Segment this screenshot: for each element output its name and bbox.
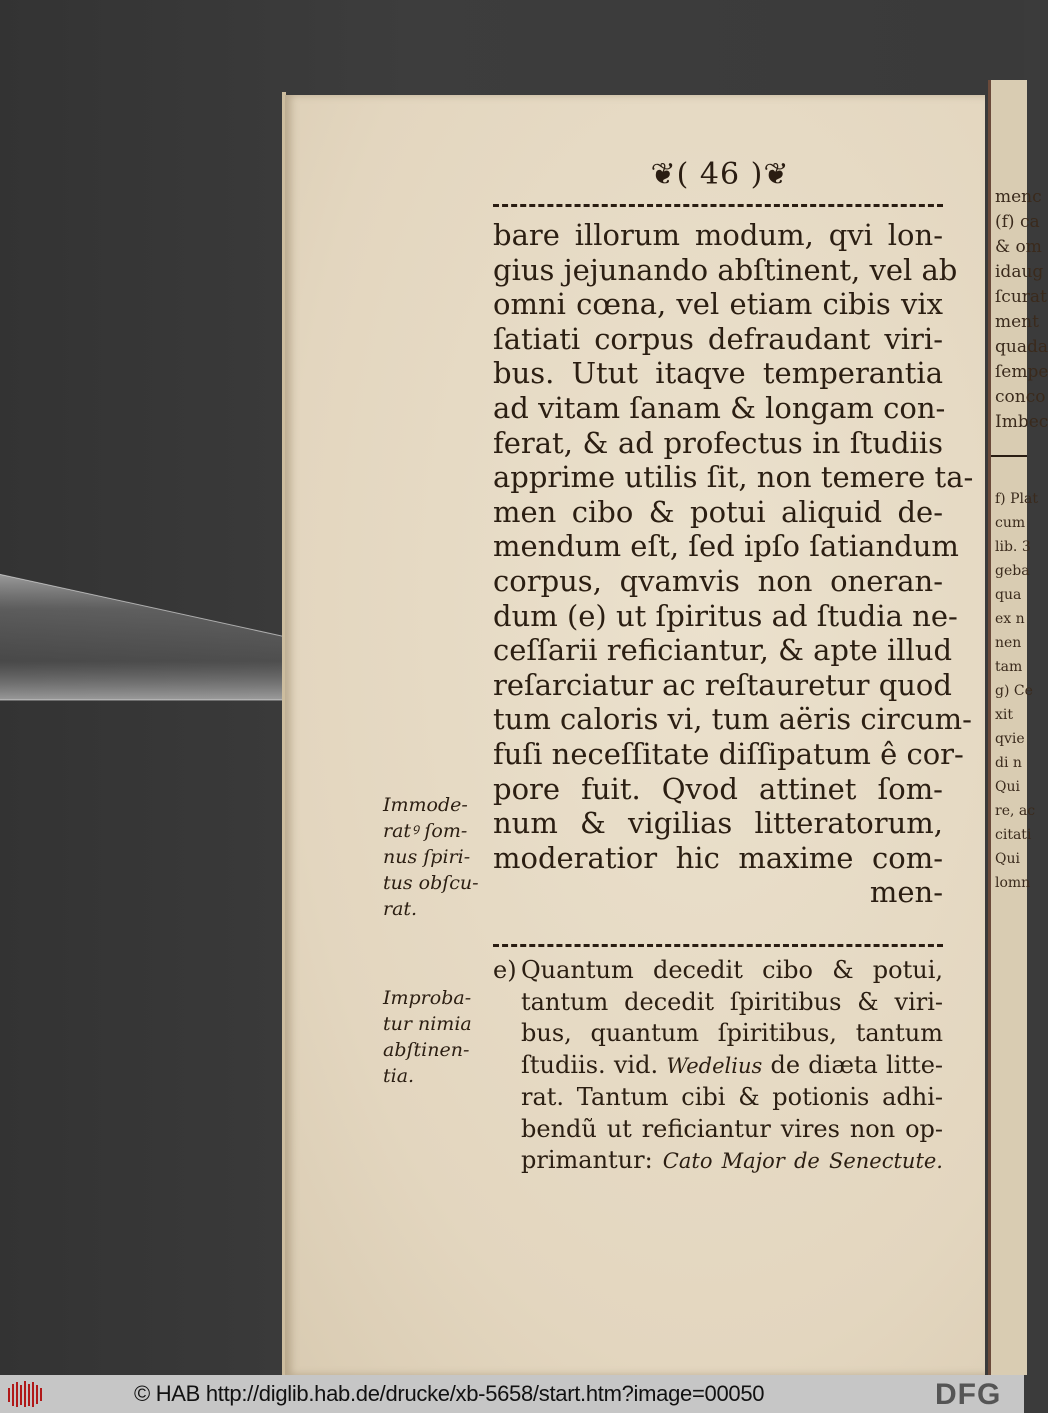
footnote-line (521, 1145, 943, 1178)
facing-page-line: qua (995, 587, 1022, 603)
footnote-marker: e) (493, 956, 517, 984)
body-line: gius jejunando abſtinent, vel ab (493, 252, 958, 287)
author-reference: Wedelius (666, 1053, 763, 1078)
facing-page-line: (f) ca (995, 212, 1040, 232)
facing-page-line: qvie (995, 731, 1025, 747)
facing-page-line: ſcurat (995, 287, 1047, 307)
footnote-text: ſtudiis. vid. (521, 1050, 659, 1079)
facing-page-line: f) Plat (995, 491, 1038, 507)
footnote-rule (493, 944, 943, 947)
source-reference: Cato Major de Senectute. (662, 1149, 943, 1173)
body-line: num & vigilias litteratorum, (493, 806, 943, 841)
facing-page-line: geba (995, 563, 1030, 579)
hab-logo-icon (6, 1380, 46, 1408)
footnote-line: rat. Tantum cibi & potionis adhi- (521, 1083, 943, 1111)
facing-page-line: g) Ce (995, 683, 1033, 699)
body-line: ferat, & ad profectus in ſtudiis (493, 425, 943, 460)
facing-page-line: re, ac (995, 803, 1036, 819)
footnote-line: tantum decedit ſpiritibus & viri- (521, 987, 943, 1016)
facing-page-line: lib. 3 (995, 539, 1031, 555)
footnote-line (521, 1050, 943, 1083)
facing-page-line: lomn (995, 875, 1031, 891)
facing-page-line: Qui (995, 851, 1020, 867)
body-line: dum (e) ut ſpiritus ad ſtudia ne- (493, 598, 958, 633)
facing-page-line: Imbec (995, 412, 1048, 432)
body-line: ad vitam ſanam & longam con- (493, 390, 946, 425)
facing-page-line: conco (995, 387, 1046, 407)
margin-note (383, 985, 491, 1089)
footnote-line: bendũ ut reficiantur vires non op- (521, 1114, 943, 1143)
facing-page-line: Qui (995, 779, 1020, 795)
facing-page-line: menc (995, 187, 1042, 207)
margin-note-line: rat. (383, 898, 418, 920)
body-line: bus. Utut itaqve temperantia (493, 356, 943, 391)
margin-note-line: tus obſcu- (383, 872, 479, 894)
page-number-header: ❦( 46 )❦ (650, 157, 790, 192)
facing-page-line: ex n (995, 611, 1025, 627)
margin-note-line: Immode- (383, 794, 468, 816)
body-line: ſatiati corpus defraudant viri- (493, 321, 943, 356)
body-line: fuſi neceſſitate diſſipatum ê cor- (493, 736, 964, 771)
margin-note-line: tur nimia (383, 1013, 472, 1035)
facing-page-line: xit (995, 707, 1013, 723)
body-line: mendum eſt, ſed ipſo ſatiandum (493, 529, 959, 564)
body-line: bare illorum modum, qvi lon- (493, 218, 943, 252)
facing-page-line: idaug (995, 262, 1044, 282)
facing-page-line: & om (995, 237, 1042, 257)
margin-note-line: tia. (383, 1065, 415, 1087)
facing-page-line: tam (995, 659, 1023, 675)
body-line: pore fuit. Qvod attinet ſom- (493, 771, 943, 806)
facing-page-line: ment (995, 312, 1039, 332)
facing-page-line: di n (995, 755, 1022, 771)
margin-note-line: nus ſpiri- (383, 846, 471, 868)
body-line: apprime utilis ſit, non temere ta- (493, 460, 974, 495)
header-rule (493, 204, 943, 207)
footnote-line: Quantum decedit cibo & potui, (521, 956, 943, 984)
margin-note-line: Improba- (383, 987, 472, 1009)
facing-page-line: quada (995, 337, 1048, 357)
body-line: omni cœna, vel etiam cibis vix (493, 287, 943, 322)
copyright-url[interactable]: © HAB http://diglib.hab.de/drucke/xb-5658/start.htm?image=00050 (134, 1381, 765, 1406)
footer-bar (0, 1375, 1024, 1413)
facing-page-line: citati (995, 827, 1032, 843)
body-text (493, 218, 974, 910)
body-line: men cibo & potui aliquid de- (493, 494, 943, 529)
footnote (493, 955, 943, 1178)
margin-note (383, 792, 491, 922)
body-line: tum caloris vi, tum aëris circum- (493, 702, 972, 737)
dfg-logo: DFG (935, 1378, 1002, 1411)
footnote-text: primantur: (521, 1146, 653, 1174)
facing-page-line: ſempe (995, 362, 1048, 382)
facing-page-line: nen (995, 635, 1022, 651)
footnote-line: bus, quantum ſpiritibus, tantum (521, 1019, 943, 1047)
body-line: moderatior hic maxime com- (493, 840, 943, 875)
footnote-text: de diæta litte- (770, 1050, 944, 1079)
body-line: ceſſarii reficiantur, & apte illud (493, 633, 953, 668)
body-line: corpus, qvamvis non oneran- (493, 563, 943, 598)
facing-page-line: cum (995, 515, 1026, 531)
body-line: reſarciatur ac reſtauretur quod (493, 667, 952, 702)
margin-note-line: ratꝰ ſom- (383, 820, 468, 842)
body-line: men- (869, 875, 943, 910)
margin-note-line: abſtinen- (383, 1039, 470, 1061)
facing-page (988, 80, 1048, 1375)
